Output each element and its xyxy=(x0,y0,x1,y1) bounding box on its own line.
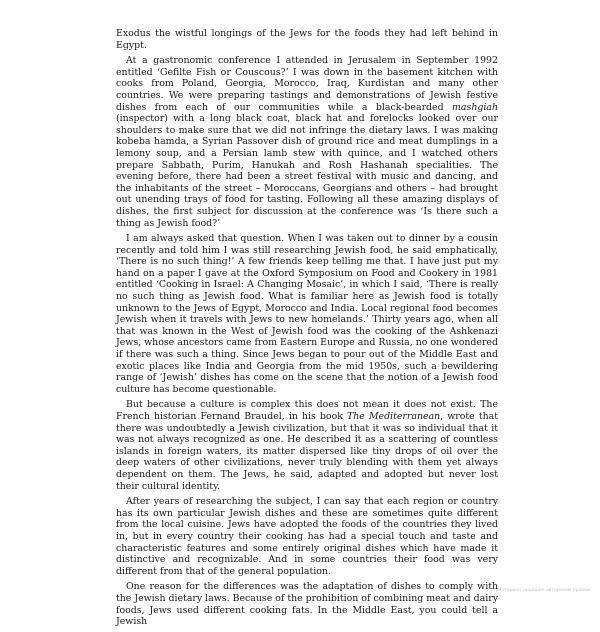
paragraph-1 xyxy=(116,28,498,51)
paragraph-2-italic: mashgiah xyxy=(452,101,498,113)
book-page-text xyxy=(116,28,498,632)
paragraph-4-text-b: , wrote that there was undoubtedly a Jewish civilization, but that it was so individual that it was not always recognized as one. He described it as a scattering of countless islands in foreign waters, its matter dispersed like tiny drops of oil over the deep waters of other civilizations, never truly blending with them yet always dependent on them. The Jews, he said, adapted and adopted but never lost their cultural identity. xyxy=(116,411,498,492)
paragraph-3-text: I am always asked that question. When I was taken out to dinner by a cousin recently and told him I was still researching Jewish food, he said emphatically, ‘There is no such thing!’ A few friends keep telling me that. I have just put my hand on a paper I gave at the Oxford Symposium on Food and Cookery in 1981 entitled ‘Cooking in Israel: A Changing Mosaic’, in which I said, ‘There is really no such thing as Jewish food. What is familiar here as Jewish food is totally unknown to the Jews of Egypt, Morocco and India. Local regional food becomes Jewish when it travels with Jews to new homelands.’ Thirty years ago, when all that was known in the West of Jewish food was the cooking of the Ashkenazi Jews, whose ancestors came from Eastern Europe and Russia, no one wondered if there was such a thing. Since Jews began to pour out of the Middle East and exotic places like India and Georgia from the mid 1950s, such a bewildering range of ‘Jewish’ dishes has come on the scene that the notion of a Jewish food culture has become questionable. xyxy=(116,233,498,395)
paragraph-2-text-a: At a gastronomic conference I attended in Jerusalem in September 1992 entitled ‘Gefilte Fish or Couscous?’ I was down in the basement kitchen with cooks from Poland, Georgia, Morocco, Iraq, Kurdistan and many other countries. We were preparing tastings and demonstrations of Jewish festive dishes from each of our communities while a black-bearded xyxy=(116,55,498,113)
paragraph-6-text: One reason for the differences was the adaptation of dishes to comply with the Jewish dietary laws. Because of the prohibition of combining meat and dairy foods, Jews used different cooking fats. In the Middle East, you could tell a Jewish xyxy=(116,581,498,628)
paragraph-5-text: After years of researching the subject, I can say that each region or country has its own particular Jewish dishes and these are sometimes quite different from the local cuisine. Jews have adopted the foods of the countries they lived in, but in every country their cooking has had a special touch and taste and characteristic features and some entirely original dishes which have made it distinctive and recognizable. And in some countries their food was very different from that of the general population. xyxy=(116,496,498,577)
paragraph-1-text: Exodus the wistful longings of the Jews for the foods they had left behind in Egypt. xyxy=(116,28,498,51)
paragraph-5 xyxy=(116,496,498,577)
paragraph-4 xyxy=(116,399,498,492)
paragraph-4-italic: The Mediterranean xyxy=(347,411,441,422)
paragraph-2-text-b: (inspector) with a long black coat, black hat and forelocks looked over our shoulders to make sure that we did not infringe the dietary laws. I was making kobeba hamda, a Syrian Passover dish of ground rice and meat dumplings in a lemony soup, and a Persian lamb stew with quince, and I watched others prepare Sabbath, Purim, Hanukah and Rosh Hashanah specialities. The evening before, there had been a street festival with music and dancing, and the inhabitants of the street – Moroccans, Georgians and others – had brought out unending trays of food for tasting. Following all these amazing displays of dishes, the first subject for discussion at the conference was ‘Is there such a thing as Jewish food?’ xyxy=(116,113,498,229)
paragraph-4-text-a: But because a culture is complex this does not mean it does not exist. The French historian Fernand Braudel, in his book xyxy=(116,399,498,422)
copyright-watermark: Материал защищен авторским правом xyxy=(497,588,590,593)
paragraph-2 xyxy=(116,55,498,229)
paragraph-3 xyxy=(116,233,498,395)
